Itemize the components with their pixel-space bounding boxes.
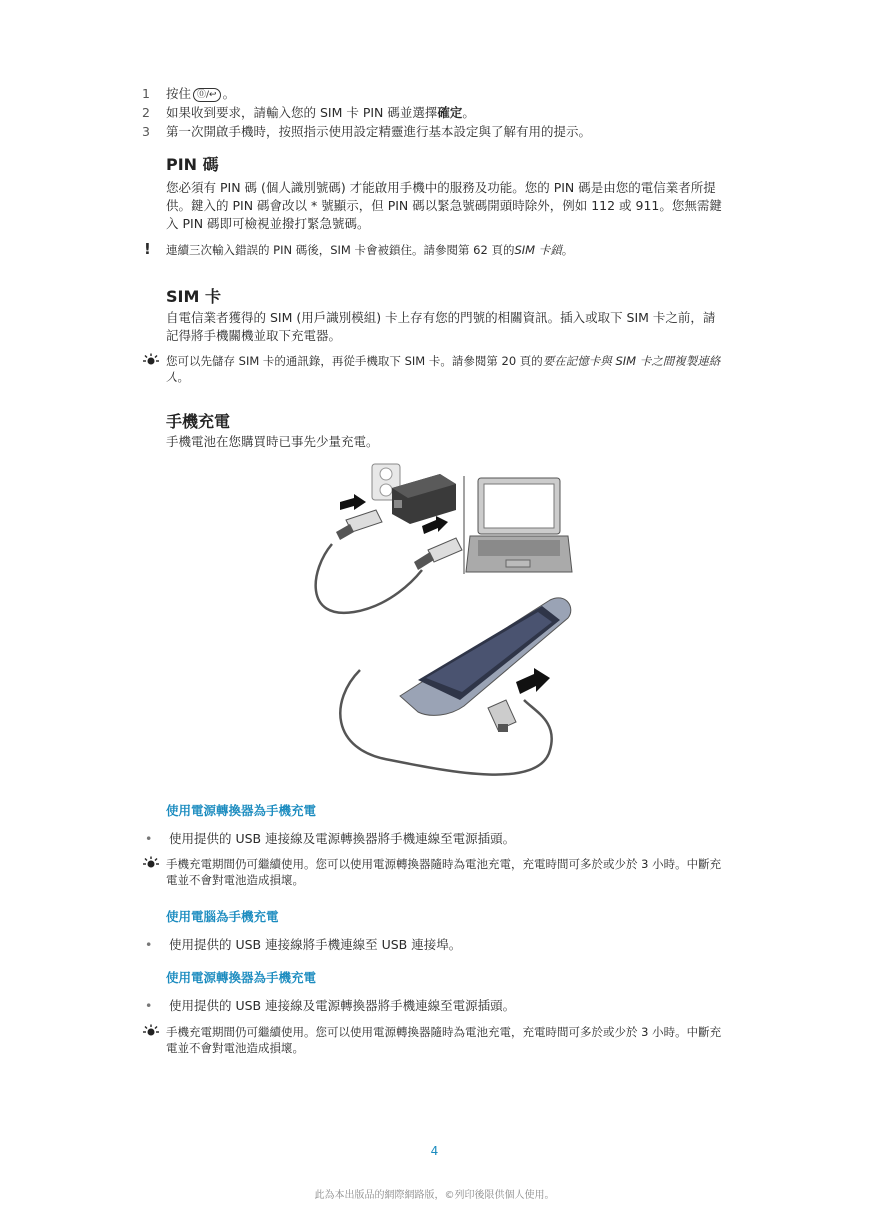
confirm-label: 確定 <box>437 105 463 120</box>
sim-lock-reference: SIM 卡鎖 <box>514 243 562 257</box>
step-text: 按住 <box>166 86 192 101</box>
charging-body: 手機電池在您購買時已事先少量充電。 <box>166 434 379 449</box>
sim-tip-note: 您可以先儲存 SIM 卡的通訊錄，再從手機取下 SIM 卡。請參閱第 20 頁的要在記憶卡與 SIM 卡之間複製連絡人。 <box>142 353 732 385</box>
bullet-icon: • <box>145 998 153 1013</box>
arrow-icon <box>516 668 550 694</box>
bullet-icon: • <box>145 937 153 952</box>
step-1: 1 按住 ⓪/↩ 。 <box>142 86 236 101</box>
step-text: 如果收到要求，請輸入您的 SIM 卡 PIN 碼並選擇 <box>166 105 438 120</box>
warning-icon: ! <box>144 240 151 258</box>
tip-text: 手機充電期間仍可繼續使用。您可以使用電源轉換器隨時為電池充電，充電時間可多於或少於 3 小時。中斷充電並不會對電池造成損壞。 <box>166 857 722 887</box>
copy-contacts-reference: 要在記憶卡與 SIM 卡之間複製連絡人 <box>166 354 721 384</box>
phone-icon <box>400 598 571 716</box>
pin-warning-note: ! 連續三次輸入錯誤的 PIN 碼後，SIM 卡會被鎖住。請參閱第 62 頁的SIM 卡鎖。 <box>144 240 574 258</box>
usb-plug-icon <box>336 510 382 540</box>
arrow-icon <box>340 494 366 510</box>
tip-lightbulb-icon <box>142 353 160 367</box>
charge-method-bullet <box>142 997 742 1015</box>
tip-text: 您可以先儲存 SIM 卡的通訊錄，再從手機取下 SIM 卡。請參閱第 20 頁的 <box>166 354 543 368</box>
sim-body: 自電信業者獲得的 SIM (用戶識別模組) 卡上存有您的門號的相關資訊。插入或取下 SIM 卡之前，請記得將手機關機並取下充電器。 <box>166 310 716 343</box>
sim-heading: SIM 卡 <box>166 287 221 306</box>
warning-text: 連續三次輸入錯誤的 PIN 碼後，SIM 卡會被鎖住。請參閱第 62 頁的 <box>166 243 515 257</box>
charge-method-heading: 使用電源轉換器為手機充電 <box>166 970 317 985</box>
step-2: 2 如果收到要求，請輸入您的 SIM 卡 PIN 碼並選擇確定。 <box>142 105 475 120</box>
charging-illustration <box>310 460 580 792</box>
tip-text: 手機充電期間仍可繼續使用。您可以使用電源轉換器隨時為電池充電，充電時間可多於或少於 3 小時。中斷充電並不會對電池造成損壞。 <box>166 1025 722 1055</box>
charge-method-heading: 使用電源轉換器為手機充電 <box>166 803 317 818</box>
charge-method-bullet <box>142 830 742 848</box>
bullet-text: 使用提供的 USB 連接線及電源轉換器將手機連線至電源插頭。 <box>169 998 516 1013</box>
power-key-icon: ⓪/↩ <box>193 88 221 102</box>
charge-tip-note <box>142 1024 732 1056</box>
step-number: 3 <box>142 124 150 139</box>
step-number: 1 <box>142 86 150 101</box>
charge-tip-note <box>142 856 732 888</box>
step-text: 第一次開啟手機時，按照指示使用設定精靈進行基本設定與了解有用的提示。 <box>166 124 592 139</box>
pin-heading: PIN 碼 <box>166 155 219 174</box>
step-3 <box>142 122 742 141</box>
charge-method-heading: 使用電腦為手機充電 <box>166 909 279 924</box>
micro-usb-plug-icon <box>488 700 516 732</box>
bullet-text: 使用提供的 USB 連接線及電源轉換器將手機連線至電源插頭。 <box>169 831 516 846</box>
step-number: 2 <box>142 105 150 120</box>
laptop-icon <box>466 478 572 572</box>
power-adapter-icon <box>392 474 456 524</box>
footer-notice: 此為本出版品的網際網路版，©列印後限供個人使用。 <box>314 1190 555 1201</box>
charging-heading: 手機充電 <box>166 412 231 431</box>
usb-plug-icon <box>414 538 462 570</box>
phone-brand-label: Sony Ericsson <box>427 636 468 664</box>
pin-body: 您必須有 PIN 碼 (個人識別號碼) 才能啟用手機中的服務及功能。您的 PIN 碼是由您的電信業者所提供。鍵入的 PIN 碼會改以 * 號顯示，但 PIN 碼以緊急號碼開頭時除外，例如 112 或 911。您無需鍵入 PIN 碼即可檢視並撥打緊急號碼。 <box>166 180 722 231</box>
tip-lightbulb-icon <box>142 856 160 870</box>
startup-steps <box>142 84 742 141</box>
page-number: 4 <box>430 1144 439 1158</box>
charge-method-bullet <box>142 936 742 954</box>
bullet-text: 使用提供的 USB 連接線將手機連線至 USB 連接埠。 <box>169 937 462 952</box>
bullet-icon: • <box>145 831 153 846</box>
tip-lightbulb-icon <box>142 1024 160 1038</box>
